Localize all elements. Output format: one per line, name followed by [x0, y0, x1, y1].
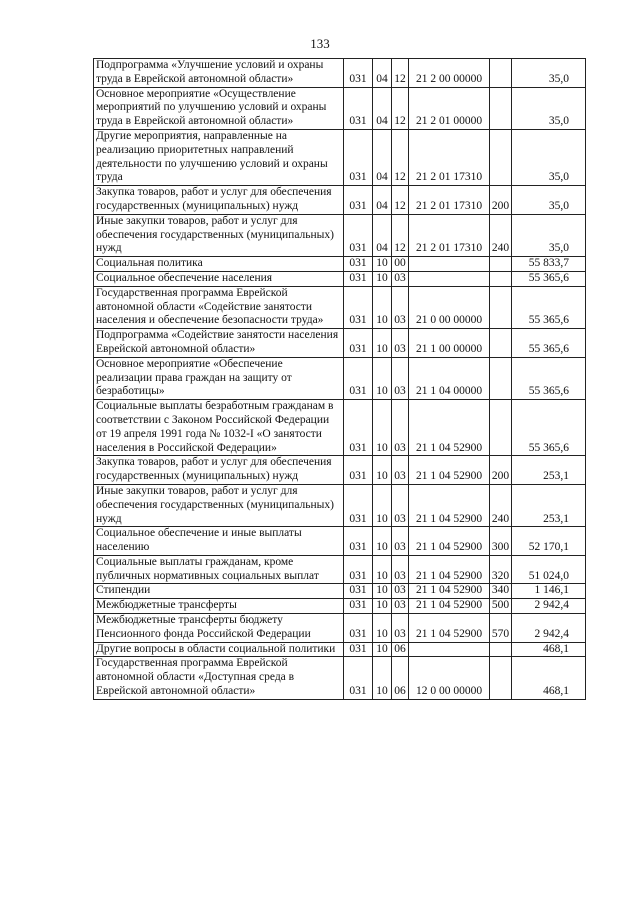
- expense-type-cell: [490, 357, 512, 399]
- subsection-code-cell: 03: [392, 484, 409, 526]
- item-name-cell: Государственная программа Еврейской автономной области «Содействие занятости населения и обеспечение безопасности труда»: [94, 286, 344, 328]
- section-code-cell: 04: [373, 87, 392, 129]
- expense-type-cell: 200: [490, 456, 512, 485]
- ministry-code-cell: 031: [344, 555, 373, 584]
- target-article-cell: 21 1 04 52900: [409, 456, 490, 485]
- item-name-cell: Закупка товаров, работ и услуг для обеспечения государственных (муниципальных) нужд: [94, 456, 344, 485]
- target-article-cell: 21 1 04 52900: [409, 400, 490, 456]
- section-code-cell: 10: [373, 400, 392, 456]
- expense-type-cell: [490, 87, 512, 129]
- table-row: [94, 456, 586, 485]
- ministry-code-cell: 031: [344, 599, 373, 614]
- amount-cell: 52 170,1: [512, 527, 586, 556]
- item-name-cell: Иные закупки товаров, работ и услуг для обеспечения государственных (муниципальных) нужд: [94, 214, 344, 256]
- subsection-code-cell: 03: [392, 527, 409, 556]
- subsection-code-cell: 03: [392, 614, 409, 643]
- amount-cell: 468,1: [512, 657, 586, 699]
- ministry-code-cell: 031: [344, 286, 373, 328]
- subsection-code-cell: 12: [392, 87, 409, 129]
- expense-type-cell: [490, 271, 512, 286]
- ministry-code-cell: 031: [344, 329, 373, 358]
- ministry-code-cell: 031: [344, 257, 373, 272]
- table-row: [94, 129, 586, 185]
- target-article-cell: 21 1 04 52900: [409, 599, 490, 614]
- expense-type-cell: 240: [490, 214, 512, 256]
- section-code-cell: 04: [373, 186, 392, 215]
- budget-table: [93, 58, 586, 700]
- section-code-cell: 10: [373, 286, 392, 328]
- ministry-code-cell: 031: [344, 400, 373, 456]
- section-code-cell: 10: [373, 599, 392, 614]
- section-code-cell: 10: [373, 456, 392, 485]
- section-code-cell: 10: [373, 527, 392, 556]
- amount-cell: 55 365,6: [512, 357, 586, 399]
- target-article-cell: 21 1 04 52900: [409, 555, 490, 584]
- ministry-code-cell: 031: [344, 484, 373, 526]
- table-row: [94, 484, 586, 526]
- table-row: [94, 357, 586, 399]
- target-article-cell: 21 2 01 00000: [409, 87, 490, 129]
- subsection-code-cell: 03: [392, 456, 409, 485]
- table-row: [94, 271, 586, 286]
- target-article-cell: 21 1 00 00000: [409, 329, 490, 358]
- table-row: [94, 87, 586, 129]
- item-name-cell: Основное мероприятие «Осуществление мероприятий по улучшению условий и охраны труда в Еврейской автономной области»: [94, 87, 344, 129]
- amount-cell: 55 365,6: [512, 400, 586, 456]
- subsection-code-cell: 06: [392, 657, 409, 699]
- section-code-cell: 10: [373, 484, 392, 526]
- subsection-code-cell: 03: [392, 357, 409, 399]
- table-row: [94, 555, 586, 584]
- subsection-code-cell: 12: [392, 129, 409, 185]
- ministry-code-cell: 031: [344, 527, 373, 556]
- subsection-code-cell: 00: [392, 257, 409, 272]
- target-article-cell: [409, 642, 490, 657]
- item-name-cell: Социальное обеспечение населения: [94, 271, 344, 286]
- target-article-cell: 21 1 04 52900: [409, 484, 490, 526]
- amount-cell: 1 146,1: [512, 584, 586, 599]
- ministry-code-cell: 031: [344, 584, 373, 599]
- table-row: [94, 400, 586, 456]
- table-row: [94, 657, 586, 699]
- amount-cell: 35,0: [512, 214, 586, 256]
- item-name-cell: Другие вопросы в области социальной политики: [94, 642, 344, 657]
- target-article-cell: 21 2 00 00000: [409, 59, 490, 88]
- item-name-cell: Подпрограмма «Содействие занятости населения Еврейской автономной области»: [94, 329, 344, 358]
- expense-type-cell: [490, 329, 512, 358]
- section-code-cell: 10: [373, 357, 392, 399]
- target-article-cell: 21 0 00 00000: [409, 286, 490, 328]
- expense-type-cell: 340: [490, 584, 512, 599]
- expense-type-cell: 240: [490, 484, 512, 526]
- amount-cell: 55 365,6: [512, 329, 586, 358]
- expense-type-cell: 570: [490, 614, 512, 643]
- ministry-code-cell: 031: [344, 59, 373, 88]
- item-name-cell: Межбюджетные трансферты: [94, 599, 344, 614]
- ministry-code-cell: 031: [344, 614, 373, 643]
- amount-cell: 2 942,4: [512, 599, 586, 614]
- expense-type-cell: 200: [490, 186, 512, 215]
- subsection-code-cell: 03: [392, 555, 409, 584]
- expense-type-cell: 320: [490, 555, 512, 584]
- target-article-cell: 12 0 00 00000: [409, 657, 490, 699]
- subsection-code-cell: 03: [392, 271, 409, 286]
- section-code-cell: 04: [373, 214, 392, 256]
- ministry-code-cell: 031: [344, 271, 373, 286]
- target-article-cell: 21 1 04 52900: [409, 527, 490, 556]
- item-name-cell: Подпрограмма «Улучшение условий и охраны труда в Еврейской автономной области»: [94, 59, 344, 88]
- item-name-cell: Межбюджетные трансферты бюджету Пенсионного фонда Российской Федерации: [94, 614, 344, 643]
- table-row: [94, 527, 586, 556]
- subsection-code-cell: 12: [392, 214, 409, 256]
- expense-type-cell: [490, 657, 512, 699]
- page-number: 133: [310, 36, 330, 51]
- section-code-cell: 10: [373, 657, 392, 699]
- table-row: [94, 186, 586, 215]
- section-code-cell: 10: [373, 271, 392, 286]
- target-article-cell: 21 1 04 52900: [409, 614, 490, 643]
- amount-cell: 2 942,4: [512, 614, 586, 643]
- section-code-cell: 10: [373, 329, 392, 358]
- target-article-cell: [409, 271, 490, 286]
- amount-cell: 35,0: [512, 59, 586, 88]
- subsection-code-cell: 12: [392, 186, 409, 215]
- table-row: [94, 642, 586, 657]
- target-article-cell: 21 2 01 17310: [409, 214, 490, 256]
- expense-type-cell: [490, 129, 512, 185]
- amount-cell: 253,1: [512, 484, 586, 526]
- table-row: [94, 257, 586, 272]
- section-code-cell: 10: [373, 257, 392, 272]
- item-name-cell: Социальная политика: [94, 257, 344, 272]
- target-article-cell: [409, 257, 490, 272]
- ministry-code-cell: 031: [344, 357, 373, 399]
- amount-cell: 55 365,6: [512, 286, 586, 328]
- subsection-code-cell: 03: [392, 286, 409, 328]
- budget-table-body: [94, 59, 586, 700]
- table-row: [94, 584, 586, 599]
- target-article-cell: 21 2 01 17310: [409, 129, 490, 185]
- target-article-cell: 21 1 04 52900: [409, 584, 490, 599]
- item-name-cell: Другие мероприятия, направленные на реализацию приоритетных направлений деятельности по улучшению условий и охраны труда: [94, 129, 344, 185]
- ministry-code-cell: 031: [344, 657, 373, 699]
- ministry-code-cell: 031: [344, 186, 373, 215]
- amount-cell: 55 365,6: [512, 271, 586, 286]
- section-code-cell: 10: [373, 614, 392, 643]
- section-code-cell: 04: [373, 59, 392, 88]
- item-name-cell: Социальные выплаты гражданам, кроме публичных нормативных социальных выплат: [94, 555, 344, 584]
- amount-cell: 35,0: [512, 129, 586, 185]
- amount-cell: 55 833,7: [512, 257, 586, 272]
- target-article-cell: 21 2 01 17310: [409, 186, 490, 215]
- amount-cell: 51 024,0: [512, 555, 586, 584]
- amount-cell: 468,1: [512, 642, 586, 657]
- table-row: [94, 329, 586, 358]
- item-name-cell: Государственная программа Еврейской автономной области «Доступная среда в Еврейской автономной области»: [94, 657, 344, 699]
- subsection-code-cell: 03: [392, 329, 409, 358]
- table-row: [94, 599, 586, 614]
- target-article-cell: 21 1 04 00000: [409, 357, 490, 399]
- expense-type-cell: 500: [490, 599, 512, 614]
- subsection-code-cell: 03: [392, 400, 409, 456]
- expense-type-cell: 300: [490, 527, 512, 556]
- ministry-code-cell: 031: [344, 642, 373, 657]
- table-row: [94, 286, 586, 328]
- section-code-cell: 10: [373, 555, 392, 584]
- item-name-cell: Иные закупки товаров, работ и услуг для обеспечения государственных (муниципальных) нужд: [94, 484, 344, 526]
- amount-cell: 35,0: [512, 186, 586, 215]
- ministry-code-cell: 031: [344, 214, 373, 256]
- subsection-code-cell: 03: [392, 584, 409, 599]
- ministry-code-cell: 031: [344, 456, 373, 485]
- item-name-cell: Стипендии: [94, 584, 344, 599]
- section-code-cell: 10: [373, 584, 392, 599]
- amount-cell: 35,0: [512, 87, 586, 129]
- amount-cell: 253,1: [512, 456, 586, 485]
- subsection-code-cell: 03: [392, 599, 409, 614]
- expense-type-cell: [490, 59, 512, 88]
- expense-type-cell: [490, 400, 512, 456]
- table-row: [94, 59, 586, 88]
- subsection-code-cell: 12: [392, 59, 409, 88]
- item-name-cell: Закупка товаров, работ и услуг для обеспечения государственных (муниципальных) нужд: [94, 186, 344, 215]
- table-row: [94, 614, 586, 643]
- ministry-code-cell: 031: [344, 87, 373, 129]
- item-name-cell: Основное мероприятие «Обеспечение реализации права граждан на защиту от безработицы»: [94, 357, 344, 399]
- expense-type-cell: [490, 257, 512, 272]
- table-row: [94, 214, 586, 256]
- item-name-cell: Социальные выплаты безработным гражданам в соответствии с Законом Российской Федерации от 19 апреля 1991 года № 1032-I «О занятости населения в Российской Федерации»: [94, 400, 344, 456]
- expense-type-cell: [490, 642, 512, 657]
- subsection-code-cell: 06: [392, 642, 409, 657]
- item-name-cell: Социальное обеспечение и иные выплаты населению: [94, 527, 344, 556]
- section-code-cell: 04: [373, 129, 392, 185]
- ministry-code-cell: 031: [344, 129, 373, 185]
- section-code-cell: 10: [373, 642, 392, 657]
- expense-type-cell: [490, 286, 512, 328]
